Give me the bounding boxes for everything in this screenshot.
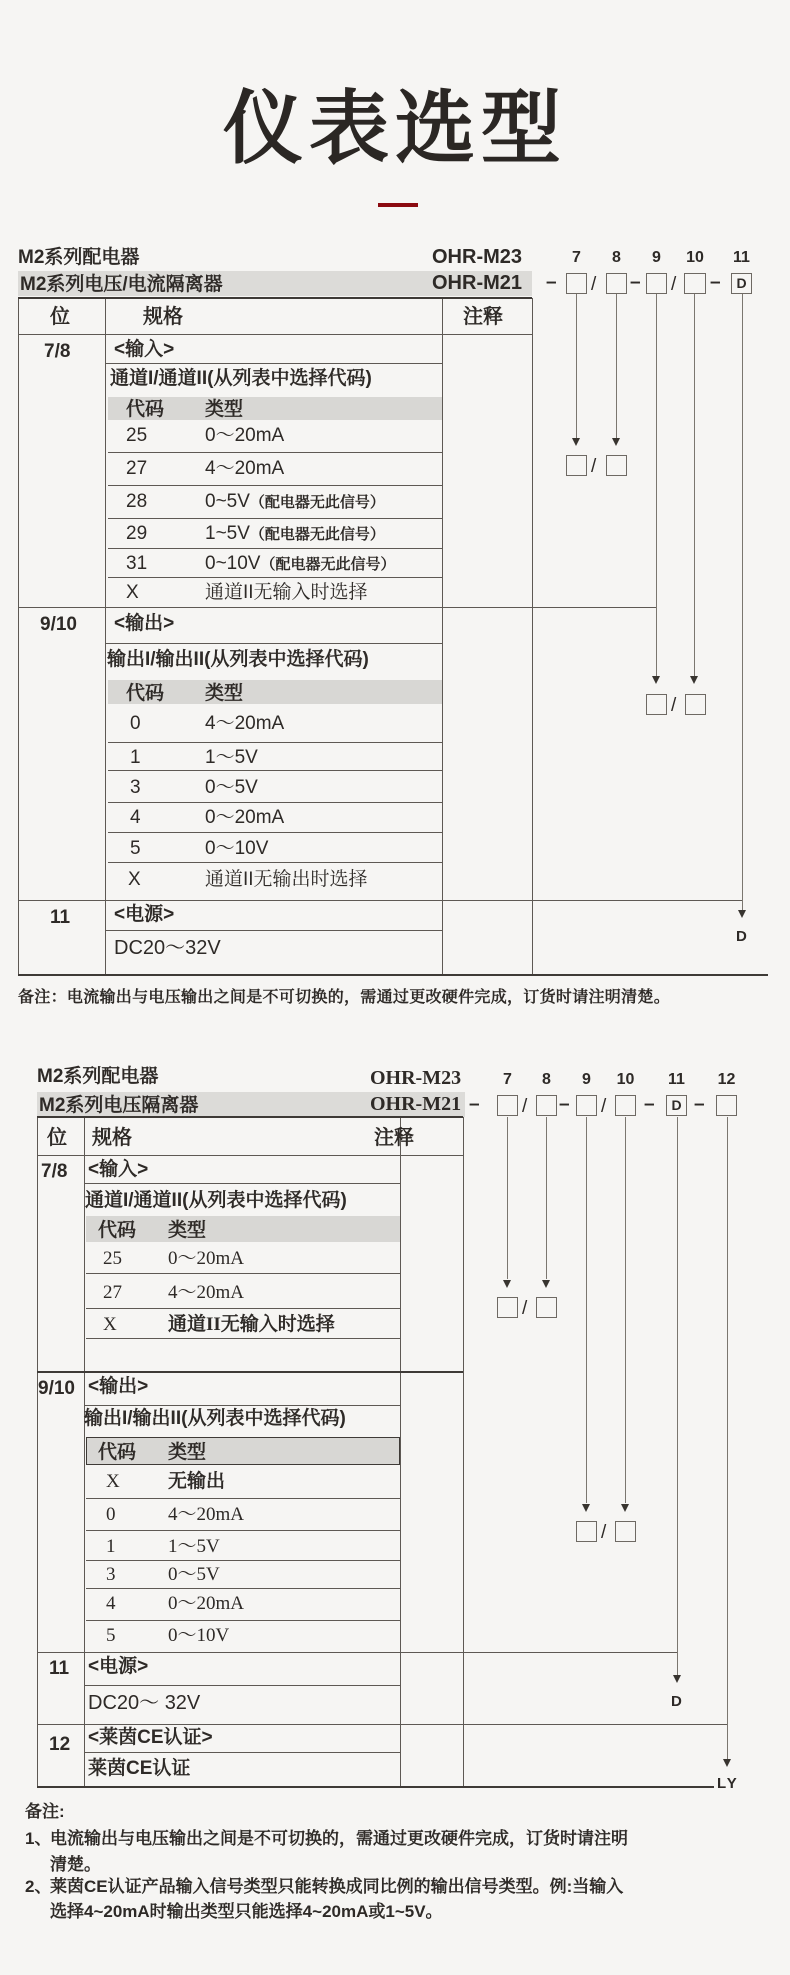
connector-line — [586, 1117, 587, 1503]
s1-code-box-9 — [646, 273, 667, 294]
s1-pos-number-11: 11 — [733, 249, 750, 266]
s2-g4-pos: 12 — [49, 1734, 71, 1755]
grid-line — [84, 1405, 400, 1406]
s2-output-slot-2 — [615, 1521, 636, 1542]
s1-code-box-7 — [566, 273, 587, 294]
type-cell: 0～10V — [205, 838, 269, 859]
grid-line — [37, 1652, 678, 1653]
grid-line — [105, 298, 106, 975]
s2-pos-number-8: 8 — [542, 1071, 551, 1088]
connector-line — [694, 294, 695, 677]
grid-line — [84, 1183, 400, 1184]
connector-line — [742, 294, 743, 910]
arrow-down-icon — [723, 1759, 731, 1767]
s2-code-box-11-d: D — [666, 1095, 687, 1116]
code-cell: 0 — [106, 1504, 116, 1525]
s2-model-ohr-m21: OHR-M21 — [370, 1093, 462, 1115]
s1-product-line-1: M2系列配电器 — [18, 247, 140, 268]
grid-line — [463, 1117, 464, 1787]
s2-g2-type-header: 类型 — [168, 1442, 207, 1463]
grid-line — [37, 1116, 463, 1118]
code-cell: 3 — [130, 777, 141, 798]
type-cell: 0～20mA — [168, 1248, 245, 1269]
type-cell: 4～20mA — [168, 1504, 245, 1525]
connector-line — [727, 1117, 728, 1759]
s1-slot-slash: / — [591, 456, 597, 477]
s1-g2-pos: 9/10 — [40, 614, 77, 635]
type-value: 0~5V — [205, 491, 250, 512]
s2-sep-dash: – — [644, 1094, 655, 1115]
s1-g2-code-header: 代码 — [126, 683, 165, 704]
s1-slot-slash: / — [671, 695, 677, 716]
type-cell: 1～5V — [168, 1536, 220, 1557]
s2-g2-code-header: 代码 — [98, 1442, 137, 1463]
s2-col-header-spec: 规格 — [92, 1127, 132, 1149]
arrow-down-icon — [612, 438, 620, 446]
s1-g1-heading: <输入> — [114, 339, 175, 360]
arrow-down-icon — [690, 676, 698, 684]
s1-g1-code-header: 代码 — [126, 399, 165, 420]
code-cell: 5 — [130, 838, 141, 859]
connector-line — [507, 1117, 508, 1279]
arrow-down-icon — [582, 1504, 590, 1512]
arrow-down-icon — [542, 1280, 550, 1288]
type-paren: （配电器无此信号） — [260, 556, 396, 573]
arrow-down-icon — [652, 676, 660, 684]
s1-g3-pos: 11 — [50, 907, 71, 928]
grid-line — [18, 974, 768, 976]
grid-line — [105, 363, 442, 364]
code-cell: 4 — [106, 1593, 116, 1614]
arrow-down-icon — [738, 910, 746, 918]
s2-code-box-9 — [576, 1095, 597, 1116]
grid-line — [86, 1560, 400, 1561]
s2-sep-dash: – — [559, 1094, 570, 1115]
s1-input-slot-2 — [606, 455, 627, 476]
s2-pos-number-10: 10 — [616, 1071, 635, 1088]
s2-g1-code-header: 代码 — [98, 1220, 137, 1241]
grid-line — [108, 802, 442, 803]
grid-line — [86, 1530, 400, 1531]
type-cell: 0～5V — [168, 1564, 220, 1585]
code-cell: 5 — [106, 1625, 116, 1646]
s1-output-slot-2 — [685, 694, 706, 715]
type-cell — [205, 522, 385, 545]
type-cell: 无输出 — [168, 1471, 226, 1492]
type-cell: 4～20mA — [168, 1282, 245, 1303]
connector-line — [625, 1117, 626, 1503]
type-cell: 通道II无输出时选择 — [205, 869, 368, 890]
grid-line — [86, 1498, 400, 1499]
s2-slot-slash: / — [601, 1522, 607, 1543]
s2-g4-value: 莱茵CE认证 — [88, 1758, 191, 1779]
s1-g2-subtitle: 输出I/输出II(从列表中选择代码) — [107, 649, 369, 670]
s2-note1-line1: 电流输出与电压输出之间是不可切换的，需通过更改硬件完成，订货时请注明 — [50, 1829, 628, 1848]
grid-line — [18, 900, 743, 901]
type-paren: （配电器无此信号） — [249, 526, 385, 543]
grid-line — [108, 485, 442, 486]
s1-g1-type-header: 类型 — [205, 399, 244, 420]
s2-code-box-7 — [497, 1095, 518, 1116]
grid-line — [400, 1117, 401, 1787]
code-cell: X — [106, 1471, 120, 1492]
s2-note1-num: 1、 — [25, 1829, 52, 1848]
s2-output-slot-1 — [576, 1521, 597, 1542]
grid-line — [86, 1620, 400, 1621]
arrow-down-icon — [572, 438, 580, 446]
type-cell: 4～20mA — [205, 458, 285, 479]
grid-line — [105, 930, 442, 931]
code-cell: 27 — [103, 1282, 122, 1303]
s2-pos-number-9: 9 — [582, 1071, 591, 1088]
s1-g3-value: DC20～32V — [114, 937, 221, 959]
s2-g1-subtitle: 通道I/通道II(从列表中选择代码) — [85, 1190, 347, 1211]
s1-note: 备注：电流输出与电压输出之间是不可切换的，需通过更改硬件完成，订货时请注明清楚。 — [18, 989, 671, 1006]
s2-note2-line1: 莱茵CE认证产品输入信号类型只能转换成同比例的输出信号类型。例:当输入 — [50, 1877, 624, 1896]
grid-line — [108, 832, 442, 833]
connector-line — [546, 1117, 547, 1279]
code-cell: 31 — [126, 553, 148, 574]
s2-g3-heading: <电源> — [88, 1656, 149, 1677]
s1-sep-slash: / — [671, 274, 677, 295]
s1-sep-dash: – — [710, 272, 721, 293]
type-cell: 0～10V — [168, 1625, 230, 1646]
type-value: 0~10V — [205, 553, 261, 574]
type-cell: 1～5V — [205, 747, 258, 768]
s2-g3-pos: 11 — [49, 1658, 70, 1679]
s2-product-line-1: M2系列配电器 — [37, 1066, 159, 1087]
page-title: 仪表选型 — [223, 84, 567, 173]
s2-pos-number-12: 12 — [717, 1071, 736, 1088]
connector-line — [616, 294, 617, 439]
s1-pos-number-9: 9 — [652, 249, 661, 266]
s2-g2-heading: <输出> — [88, 1376, 149, 1397]
grid-line — [108, 862, 442, 863]
connector-line — [656, 294, 657, 677]
grid-line — [84, 1685, 400, 1686]
grid-line — [84, 1117, 85, 1787]
s1-pos-number-10: 10 — [686, 249, 704, 266]
s2-ce-code-label: LY — [717, 1775, 739, 1792]
s2-sep-dash: – — [469, 1094, 480, 1115]
grid-line — [37, 1117, 38, 1787]
type-cell: 通道II无输入时选择 — [205, 582, 368, 603]
code-cell: 1 — [106, 1536, 116, 1557]
type-value: 1~5V — [205, 523, 250, 544]
s1-g2-heading: <输出> — [114, 613, 175, 634]
type-cell — [205, 490, 385, 513]
s2-g3-value: DC20～ 32V — [88, 1692, 201, 1714]
grid-line — [18, 297, 532, 299]
s2-sep-slash: / — [601, 1096, 607, 1117]
s2-code-box-12 — [716, 1095, 737, 1116]
code-cell: X — [128, 869, 141, 890]
type-cell: 0～5V — [205, 777, 258, 798]
s1-output-slot-1 — [646, 694, 667, 715]
arrow-down-icon — [503, 1280, 511, 1288]
s1-product-line-2: M2系列电压/电流隔离器 — [20, 274, 223, 295]
s1-sep-slash: / — [591, 274, 597, 295]
arrow-down-icon — [673, 1675, 681, 1683]
s2-notes-title: 备注: — [25, 1802, 65, 1821]
s1-col-header-note: 注释 — [463, 306, 503, 328]
s1-code-box-11-d: D — [731, 273, 752, 294]
s2-product-line-2: M2系列电压隔离器 — [39, 1095, 199, 1116]
connector-line — [677, 1117, 678, 1675]
grid-line — [532, 298, 533, 975]
s1-col-header-pos: 位 — [50, 306, 70, 328]
code-cell: 0 — [130, 713, 141, 734]
grid-line — [105, 643, 442, 644]
grid-line — [108, 518, 442, 519]
code-cell: 25 — [103, 1248, 122, 1269]
s1-code-box-10 — [684, 273, 706, 294]
s2-note1-line2: 清楚。 — [50, 1855, 101, 1874]
s1-model-ohr-m23: OHR-M23 — [432, 246, 523, 268]
s1-model-ohr-m21: OHR-M21 — [432, 272, 523, 294]
grid-line — [108, 548, 442, 549]
s1-pos-number-8: 8 — [612, 249, 621, 266]
s2-slot-slash: / — [522, 1298, 528, 1319]
code-cell: X — [103, 1314, 117, 1335]
s1-code-box-8 — [606, 273, 627, 294]
s1-sep-dash: – — [630, 272, 641, 293]
code-cell: 3 — [106, 1564, 116, 1585]
s2-sep-slash: / — [522, 1096, 528, 1117]
grid-line — [86, 1338, 400, 1339]
code-cell: 25 — [126, 425, 148, 446]
s2-g2-pos: 9/10 — [38, 1378, 75, 1399]
type-paren: （配电器无此信号） — [249, 494, 385, 511]
grid-line — [37, 1371, 463, 1373]
code-cell: 4 — [130, 807, 141, 828]
s1-sep-dash: – — [546, 272, 557, 293]
code-cell: 29 — [126, 523, 148, 544]
s2-g1-pos: 7/8 — [41, 1161, 68, 1182]
title-accent-dash — [378, 203, 418, 207]
code-cell: 1 — [130, 747, 141, 768]
s2-g1-type-header: 类型 — [168, 1220, 207, 1241]
grid-line — [442, 298, 443, 975]
arrow-down-icon — [621, 1504, 629, 1512]
s2-note2-num: 2、 — [25, 1877, 52, 1896]
s2-code-box-10 — [615, 1095, 636, 1116]
type-cell: 0～20mA — [168, 1593, 245, 1614]
s1-g1-pos: 7/8 — [44, 341, 71, 362]
s1-power-code-label: D — [736, 928, 747, 945]
s2-input-slot-1 — [497, 1297, 518, 1318]
grid-line — [108, 770, 442, 771]
type-cell: 通道II无输入时选择 — [168, 1314, 335, 1335]
grid-line — [18, 334, 532, 335]
s2-sep-dash: – — [694, 1094, 705, 1115]
grid-line — [37, 1155, 463, 1156]
grid-line — [84, 1752, 400, 1753]
type-cell: 4～20mA — [205, 713, 285, 734]
type-cell: 0～20mA — [205, 807, 285, 828]
grid-line — [108, 452, 442, 453]
type-cell — [205, 552, 396, 575]
s1-g1-subtitle: 通道I/通道II(从列表中选择代码) — [110, 368, 372, 389]
type-cell: 0～20mA — [205, 425, 285, 446]
grid-line — [18, 607, 657, 608]
grid-line — [37, 1786, 714, 1788]
grid-line — [86, 1308, 400, 1309]
s1-pos-number-7: 7 — [572, 249, 581, 266]
grid-line — [108, 577, 442, 578]
code-cell: 27 — [126, 458, 148, 479]
grid-line — [86, 1273, 400, 1274]
s1-col-header-spec: 规格 — [143, 306, 183, 328]
grid-line — [18, 298, 19, 975]
code-cell: X — [126, 582, 139, 603]
s1-g2-type-header: 类型 — [205, 683, 244, 704]
s1-input-slot-1 — [566, 455, 587, 476]
s2-power-code-label: D — [671, 1693, 682, 1710]
s2-col-header-pos: 位 — [47, 1127, 67, 1149]
s2-pos-number-7: 7 — [503, 1071, 512, 1088]
s2-code-box-8 — [536, 1095, 557, 1116]
s2-pos-number-11: 11 — [668, 1071, 685, 1088]
s2-model-ohr-m23: OHR-M23 — [370, 1067, 462, 1089]
s2-g2-subtitle: 输出I/输出II(从列表中选择代码) — [84, 1408, 346, 1429]
connector-line — [576, 294, 577, 439]
s2-g4-heading: <莱茵CE认证> — [88, 1727, 213, 1748]
s2-g1-heading: <输入> — [88, 1159, 149, 1180]
grid-line — [86, 1588, 400, 1589]
grid-line — [108, 742, 442, 743]
s1-g3-heading: <电源> — [114, 904, 175, 925]
s2-note2-line2: 选择4~20mA时输出类型只能选择4~20mA或1~5V。 — [50, 1902, 443, 1921]
s2-col-header-note: 注释 — [374, 1127, 414, 1149]
s2-input-slot-2 — [536, 1297, 557, 1318]
grid-line — [37, 1724, 728, 1725]
code-cell: 28 — [126, 491, 148, 512]
